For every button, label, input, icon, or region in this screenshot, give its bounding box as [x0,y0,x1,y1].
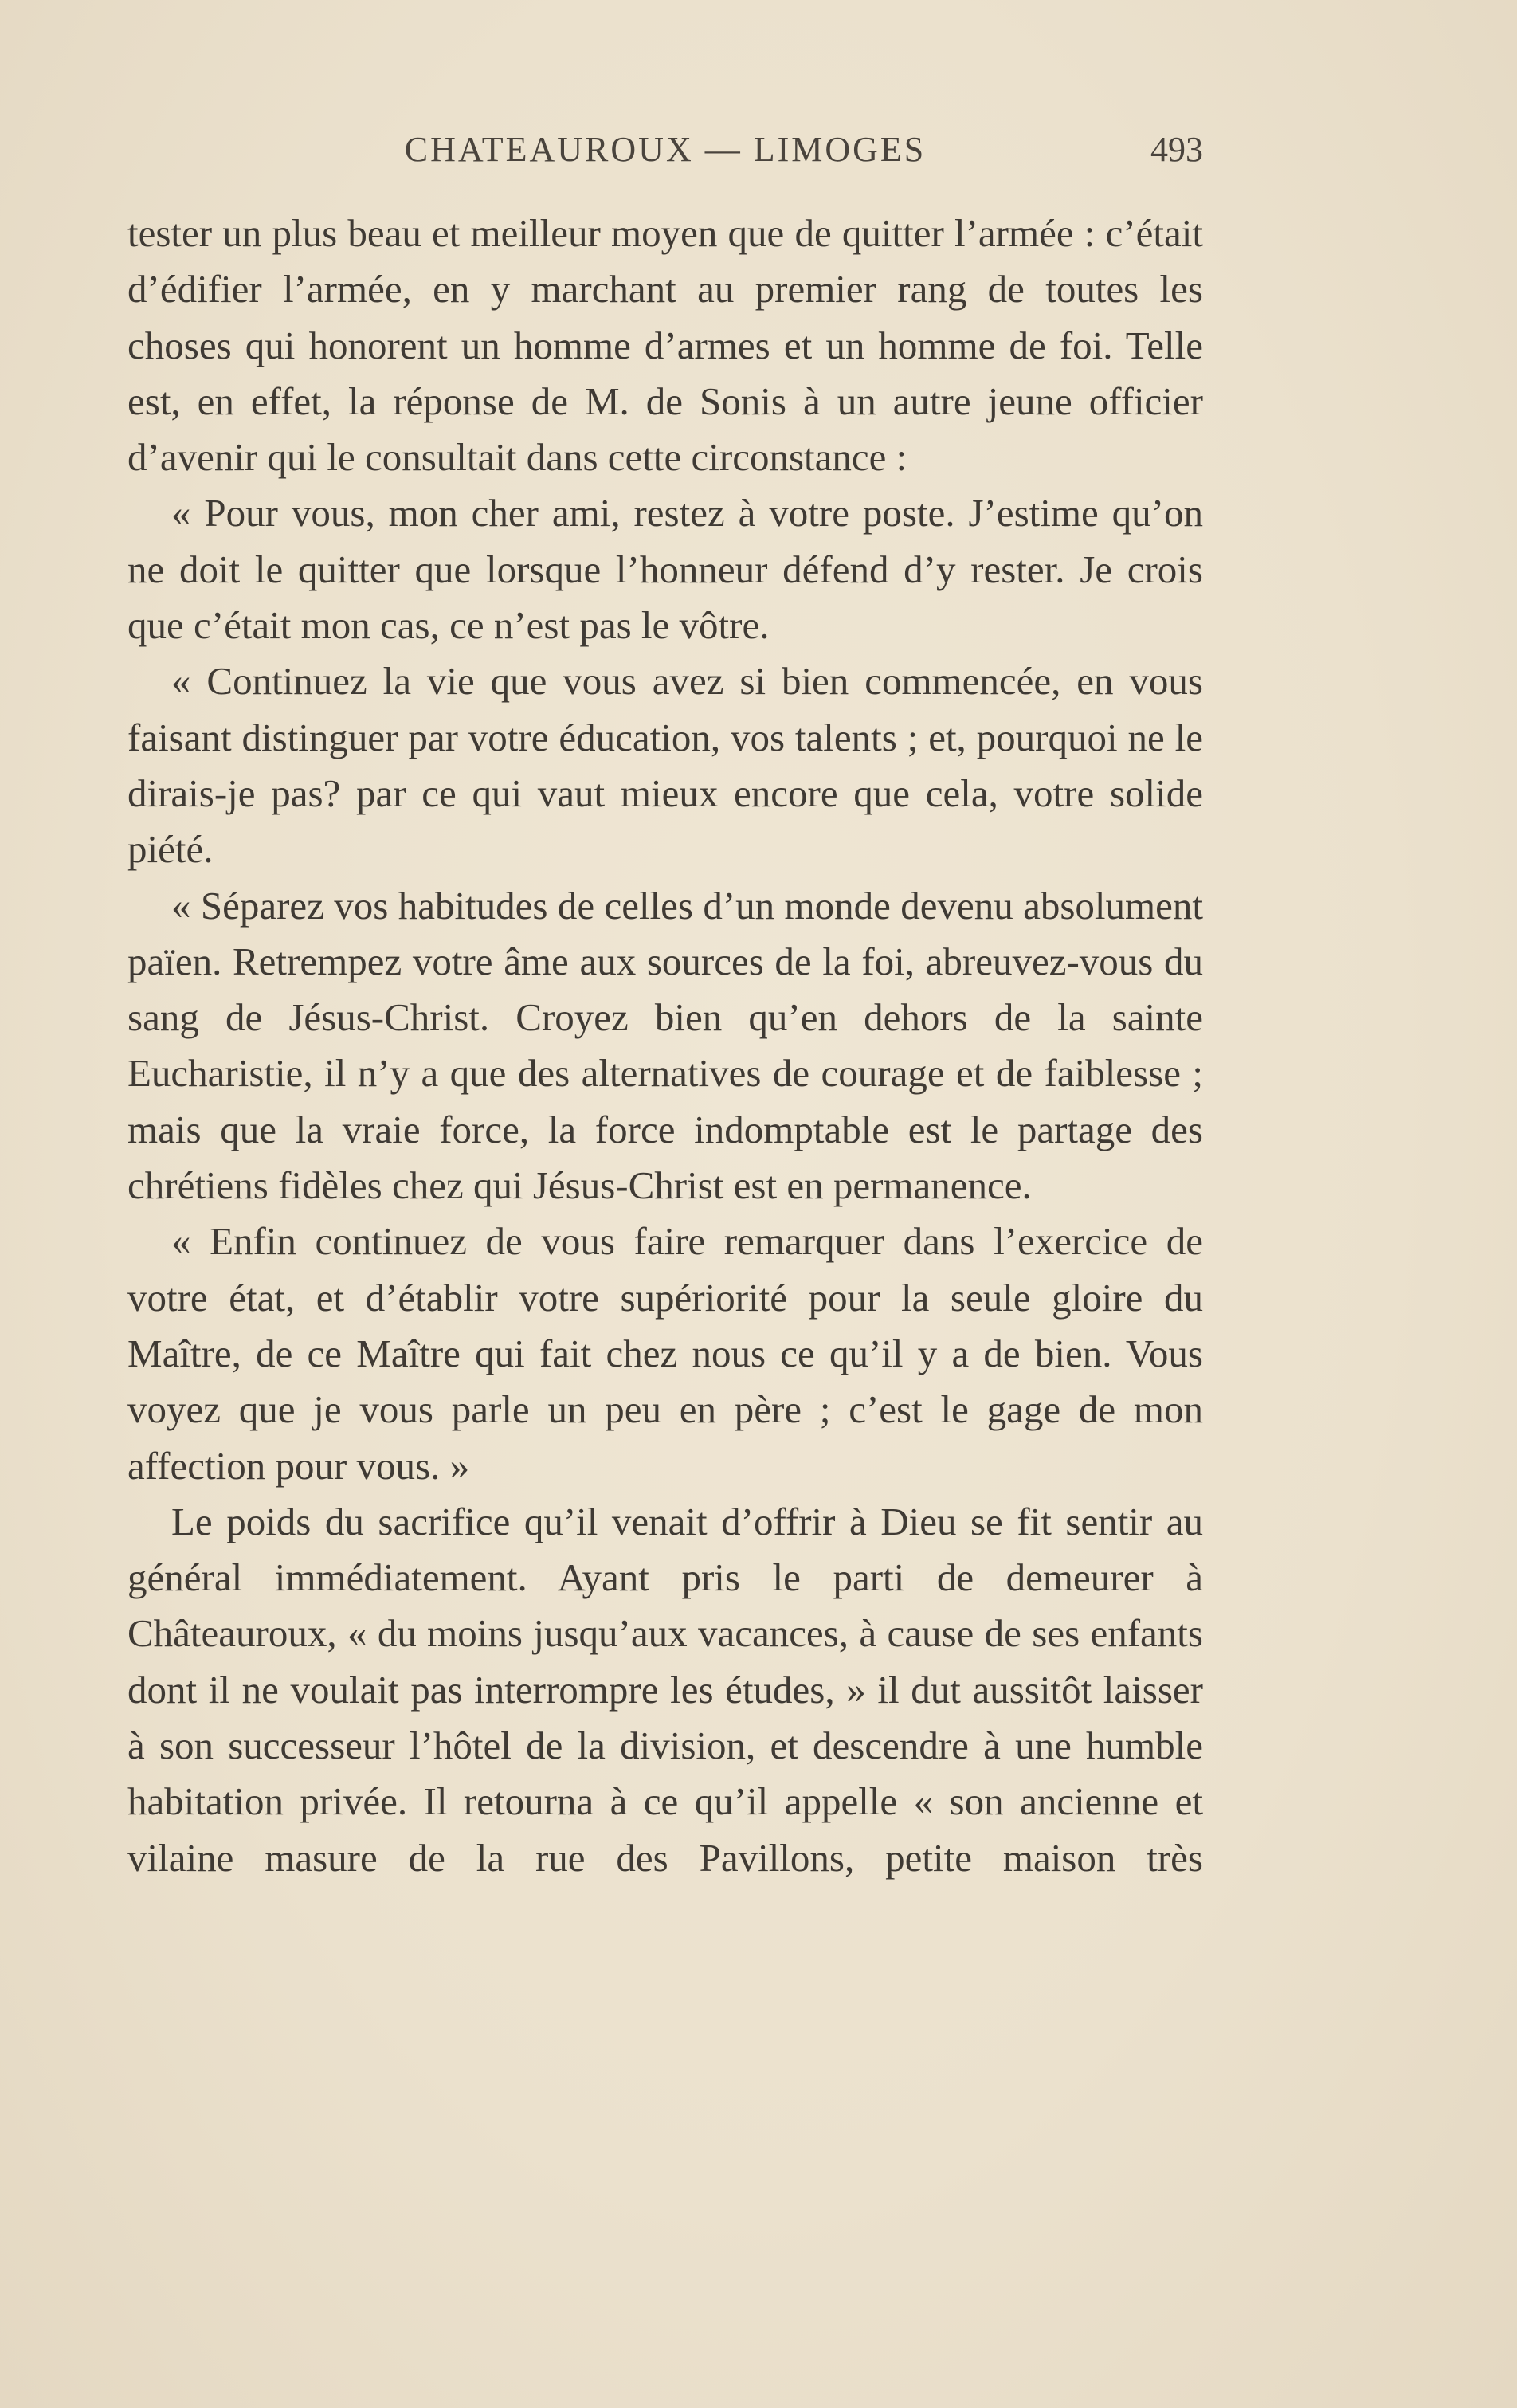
running-head: CHATEAUROUX — LIMOGES [404,130,927,169]
paragraph: « Continuez la vie que vous avez si bien commencée, en vous faisant distinguer par votre éducation, vos talents ; et, pourquoi ne le dirais-je pas? par ce qui vaut mieux encore que cela, votre solide piété. [127,659,1203,872]
paragraph: « Enfin continuez de vous faire remarquer dans l’exercice de votre état, et d’établir votre supériorité pour la seule gloire du Maître, de ce Maître qui fait chez nous ce qu’il y a de bien. Vous voyez que je vous parle un peu en père ; c’est le gage de mon affection pour vous. » [127,1219,1203,1488]
paragraph: tester un plus beau et meilleur moyen que de quitter l’armée : c’était d’édifier l’armée, en y marchant au premier rang de toutes les choses qui honorent un homme d’armes et un homme de foi. Telle est, en effet, la réponse de M. de Sonis à un autre jeune officier d’avenir qui le consultait dans cette circonstance : [127,211,1203,480]
paragraph: « Séparez vos habitudes de celles d’un monde devenu absolument païen. Retrempez votre âme aux sources de la foi, abreuvez-vous du sang de Jésus-Christ. Croyez bien qu’en dehors de la sainte Eucharistie, il n’y a que des alternatives de courage et de faiblesse ; mais que la vraie force, la force indomptable est le partage des chrétiens fidèles chez qui Jésus-Christ est en permanence. [127,883,1203,1208]
paragraph: « Pour vous, mon cher ami, restez à votre poste. J’estime qu’on ne doit le quitter que lorsque l’honneur défend d’y rester. Je crois que c’était mon cas, ce n’est pas le vôtre. [127,491,1203,648]
paragraph: Le poids du sacrifice qu’il venait d’offrir à Dieu se fit sentir au général immédiatement. Ayant pris le parti de demeurer à Châteauroux, « du moins jusqu’aux vacances, à cause de ses enfants dont il ne voulait pas interrompre les études, » il dut aussitôt laisser à son successeur l’hôtel de la division, et descendre à une humble habitation privée. Il retourna à ce qu’il appelle « son ancienne et vilaine masure de la rue des Pavillons, petite maison très [127,1499,1203,1880]
body-text [127,206,1203,1886]
page-number: 493 [1150,130,1203,169]
page-header [127,129,1203,177]
